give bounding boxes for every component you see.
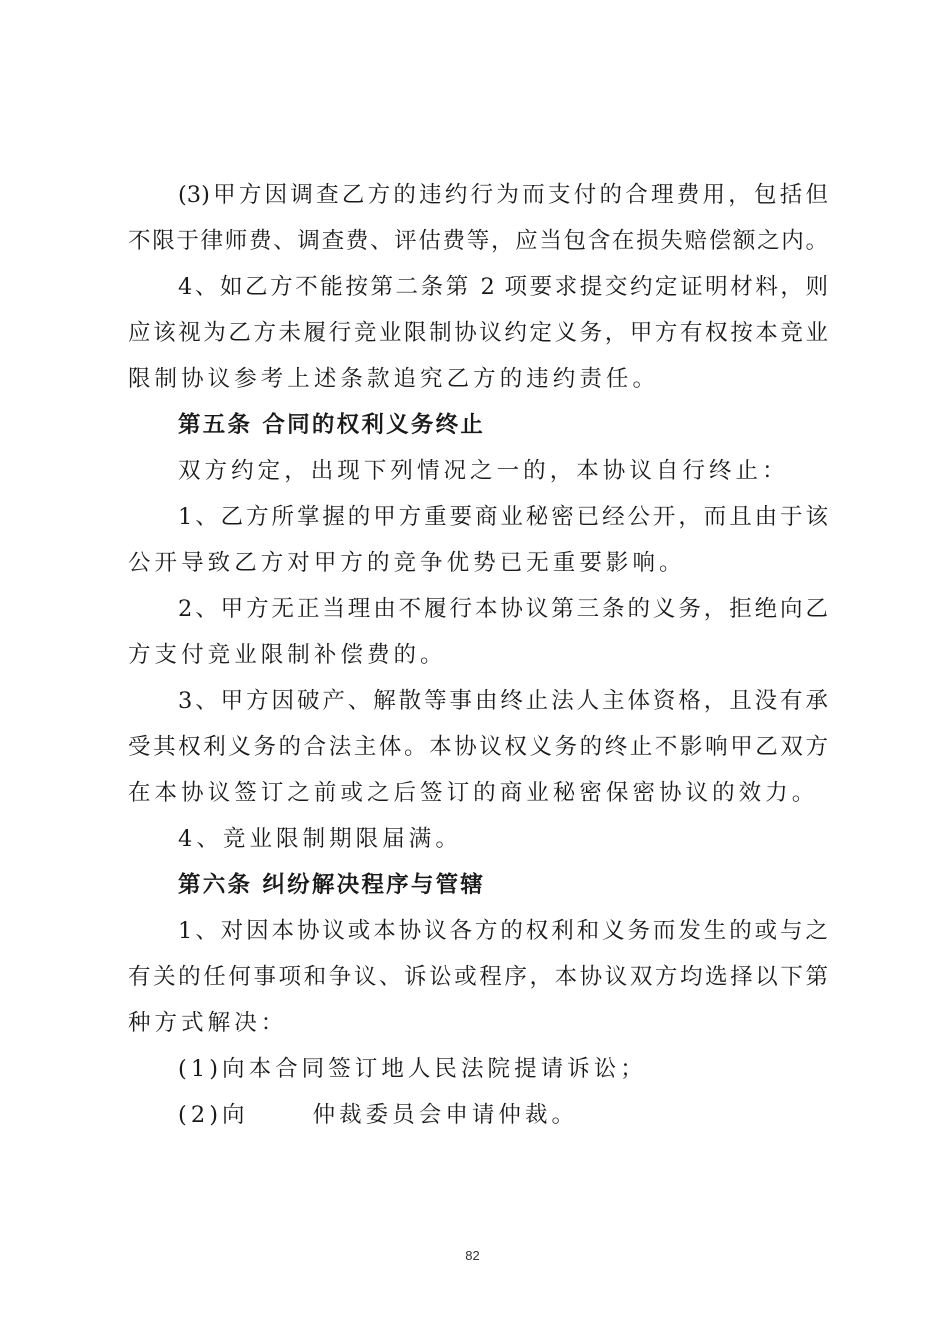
paragraph-line: 应该视为乙方未履行竞业限制协议约定义务，甲方有权按本竞业 — [128, 320, 828, 346]
paragraph-line: 双方约定，出现下列情况之一的，本协议自行终止： — [178, 458, 789, 484]
paragraph-line: 1、乙方所掌握的甲方重要商业秘密已经公开，而且由于该 — [178, 504, 828, 530]
arbitration-prefix: (2)向 — [178, 1102, 249, 1128]
paragraph-line: 在本协议签订之前或之后签订的商业秘密保密协议的效力。 — [128, 780, 819, 806]
paragraph-line: (1)向本合同签订地人民法院提请诉讼； — [178, 1056, 647, 1082]
paragraph-line: 限制协议参考上述条款追究乙方的违约责任。 — [128, 366, 660, 392]
paragraph-line: 1、对因本协议或本协议各方的权利和义务而发生的或与之 — [178, 918, 828, 944]
paragraph-line: 方支付竞业限制补偿费的。 — [128, 642, 447, 668]
paragraph-line: 种方式解决： — [128, 1010, 288, 1036]
paragraph-line: 公开导致乙方对甲方的竞争优势已无重要影响。 — [128, 550, 686, 576]
document-body — [128, 172, 828, 1138]
paragraph-line: 4、如乙方不能按第二条第 2 项要求提交约定证明材料，则 — [178, 274, 828, 300]
paragraph-line: 2、甲方无正当理由不履行本协议第三条的义务，拒绝向乙 — [178, 596, 828, 622]
paragraph-line — [128, 1092, 828, 1138]
section-heading-article-5: 第五条 合同的权利义务终止 — [178, 412, 486, 438]
arbitration-suffix: 仲裁委员会申请仲裁。 — [312, 1102, 579, 1128]
paragraph-line: (3)甲方因调查乙方的违约行为而支付的合理费用，包括但 — [178, 182, 828, 208]
paragraph-line: 受其权利义务的合法主体。本协议权义务的终止不影响甲乙双方 — [128, 734, 828, 760]
paragraph-line: 不限于律师费、调查费、评估费等，应当包含在损失赔偿额之内。 — [128, 228, 828, 254]
section-heading-article-6: 第六条 纠纷解决程序与管辖 — [178, 872, 486, 898]
paragraph-line: 3、甲方因破产、解散等事由终止法人主体资格，且没有承 — [178, 688, 828, 714]
paragraph-line: 4、竞业限制期限届满。 — [178, 826, 462, 852]
page-number: 82 — [465, 1248, 480, 1263]
paragraph-line: 有关的任何事项和争议、诉讼或程序，本协议双方均选择以下第 — [128, 964, 828, 990]
